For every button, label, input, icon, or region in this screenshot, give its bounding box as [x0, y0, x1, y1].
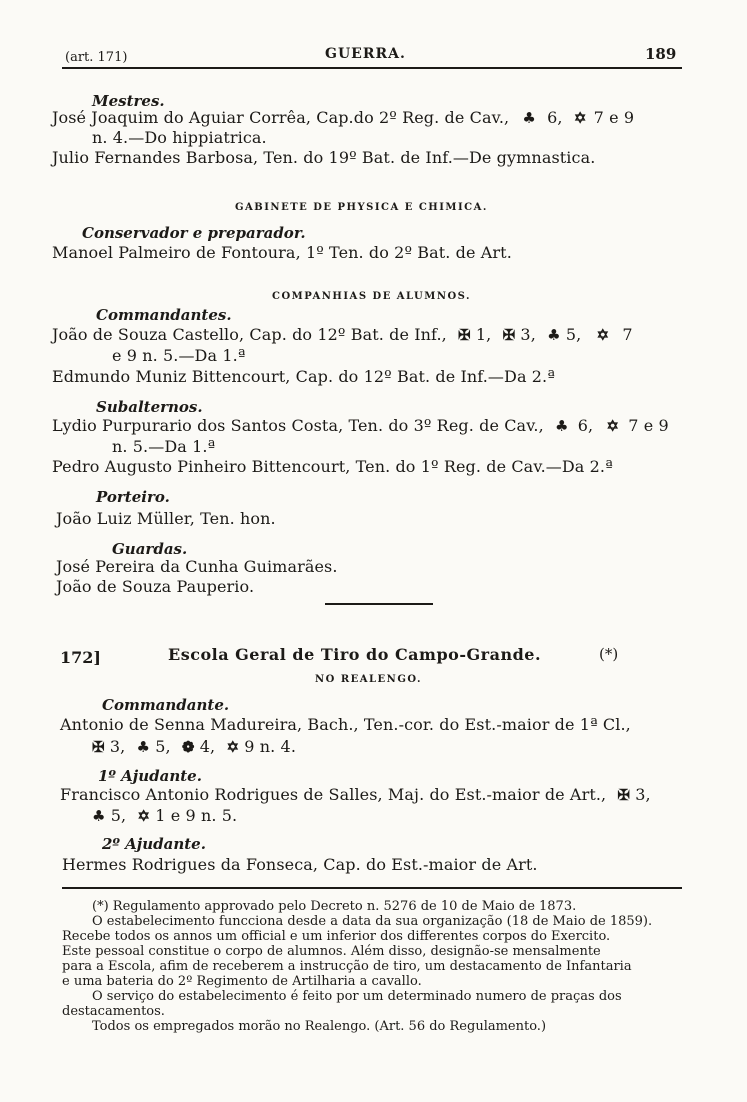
role-heading: Mestres.	[92, 92, 165, 110]
star-icon: ✡	[606, 417, 620, 435]
institution-title: Escola Geral de Tiro do Campo-Grande.	[168, 645, 542, 664]
location-subtitle: NO REALENGO.	[315, 674, 422, 685]
entry-text: 1 e 9 n. 5.	[155, 806, 238, 825]
header-rule	[62, 67, 682, 69]
role-heading: Conservador e preparador.	[82, 224, 306, 242]
article-number: 172]	[60, 648, 101, 667]
footnote-line: (*) Regulamento approvado pelo Decreto n. 5276 de 10 de Maio de 1873.	[92, 899, 577, 914]
entry-text: José Joaquim do Aguiar Corrêa, Cap.do 2º Reg. de Cav.,	[52, 108, 510, 127]
entry-text: 7	[622, 325, 633, 344]
star-icon: ✡	[596, 326, 610, 344]
footnote-line: Todos os empregados morão no Realengo. (Art. 56 do Regulamento.)	[92, 1019, 547, 1034]
entry-text: 5,	[110, 806, 127, 825]
entry-line	[52, 325, 633, 344]
section-divider	[325, 603, 433, 605]
cross-icon: ✠	[502, 326, 516, 344]
footnote-line: destacamentos.	[62, 1004, 165, 1019]
footnote-line: e uma bateria do 2º Regimento de Artilharia a cavallo.	[62, 974, 422, 989]
footnote-rule	[62, 887, 682, 889]
page-number: 189	[645, 45, 677, 63]
entry-text: 3,	[109, 737, 126, 756]
entry-line: n. 5.—Da 1.ª	[112, 437, 216, 456]
star-icon: ✡	[226, 738, 240, 756]
entry-line	[52, 108, 634, 127]
footnote-line: para a Escola, afim de receberem a instrucção de tiro, um destacamento de Infantaria	[62, 959, 632, 974]
entry-line: e 9 n. 5.—Da 1.ª	[112, 346, 246, 365]
entry-line: João de Souza Pauperio.	[56, 577, 255, 596]
entry-text: 7 e 9	[593, 108, 635, 127]
entry-line	[60, 785, 651, 804]
entry-line	[52, 416, 669, 435]
cross-icon: ✠	[92, 738, 105, 756]
rose-icon: ♣	[522, 109, 536, 127]
role-heading: Porteiro.	[96, 488, 170, 506]
entry-text: 9 n. 4.	[244, 737, 297, 756]
entry-text: 3,	[520, 325, 536, 344]
rose-icon: ♣	[547, 326, 561, 344]
entry-text: João de Souza Castello, Cap. do 12º Bat. de Inf.,	[52, 325, 447, 344]
role-heading: 2º Ajudante.	[102, 835, 206, 853]
rose-icon: ♣	[555, 417, 569, 435]
section-heading: GABINETE DE PHYSICA E CHIMICA.	[235, 202, 488, 213]
rose-icon: ♣	[136, 738, 151, 756]
footnote-line: O serviço do estabelecimento é feito por um determinado numero de praças dos	[92, 989, 622, 1004]
entry-line: Antonio de Senna Madureira, Bach., Ten.-cor. do Est.-maior de 1ª Cl.,	[60, 715, 631, 734]
rose-icon: ♣	[92, 807, 106, 825]
entry-text: 6,	[547, 108, 563, 127]
medal-icon: ❁	[181, 738, 195, 756]
role-heading: Commandantes.	[96, 306, 232, 324]
role-heading: 1º Ajudante.	[98, 767, 202, 785]
entry-line: João Luiz Müller, Ten. hon.	[56, 509, 276, 528]
entry-line: Manoel Palmeiro de Fontoura, 1º Ten. do 2º Bat. de Art.	[52, 243, 512, 262]
footnote-line: Recebe todos os annos um official e um inferior dos differentes corpos do Exercito.	[62, 929, 611, 944]
role-heading: Commandante.	[102, 696, 230, 714]
entry-line: Pedro Augusto Pinheiro Bittencourt, Ten. do 1º Reg. de Cav.—Da 2.ª	[52, 457, 613, 476]
entry-text: Francisco Antonio Rodrigues de Salles, Maj. do Est.-maior de Art.,	[60, 785, 607, 804]
entry-line: Julio Fernandes Barbosa, Ten. do 19º Bat. de Inf.—De gymnastica.	[52, 148, 596, 167]
entry-line: José Pereira da Cunha Guimarães.	[56, 557, 338, 576]
entry-text: 7 e 9	[628, 416, 669, 435]
entry-text: Lydio Purpurario dos Santos Costa, Ten. do 3º Reg. de Cav.,	[52, 416, 544, 435]
star-icon: ✡	[137, 807, 151, 825]
star-icon: ✡	[573, 109, 587, 127]
footnote-line: Este pessoal constitue o corpo de alumnos. Além disso, designão-se mensalmente	[62, 944, 601, 959]
entry-line: Edmundo Muniz Bittencourt, Cap. do 12º Bat. de Inf.—Da 2.ª	[52, 367, 555, 386]
article-ref: (art. 171)	[65, 50, 128, 65]
entry-text: 6,	[577, 416, 594, 435]
cross-icon: ✠	[458, 326, 471, 344]
entry-text: 5,	[565, 325, 582, 344]
entry-text: 3,	[635, 785, 651, 804]
entry-line: Hermes Rodrigues da Fonseca, Cap. do Est.-maior de Art.	[62, 855, 538, 874]
entry-line	[92, 806, 237, 825]
role-heading: Guardas.	[112, 540, 188, 558]
role-heading: Subalternos.	[96, 398, 203, 416]
entry-text: 4,	[199, 737, 216, 756]
entry-line: n. 4.—Do hippiatrica.	[92, 128, 267, 147]
running-title: GUERRA.	[325, 46, 406, 62]
footnote-ref: (*)	[599, 645, 619, 663]
cross-icon: ✠	[617, 786, 631, 804]
entry-text: 5,	[155, 737, 171, 756]
footnote-line: O estabelecimento funcciona desde a data da sua organização (18 de Maio de 1859).	[92, 914, 653, 929]
section-heading: COMPANHIAS DE ALUMNOS.	[272, 291, 472, 302]
entry-text: 1,	[475, 325, 492, 344]
entry-line	[92, 737, 296, 756]
